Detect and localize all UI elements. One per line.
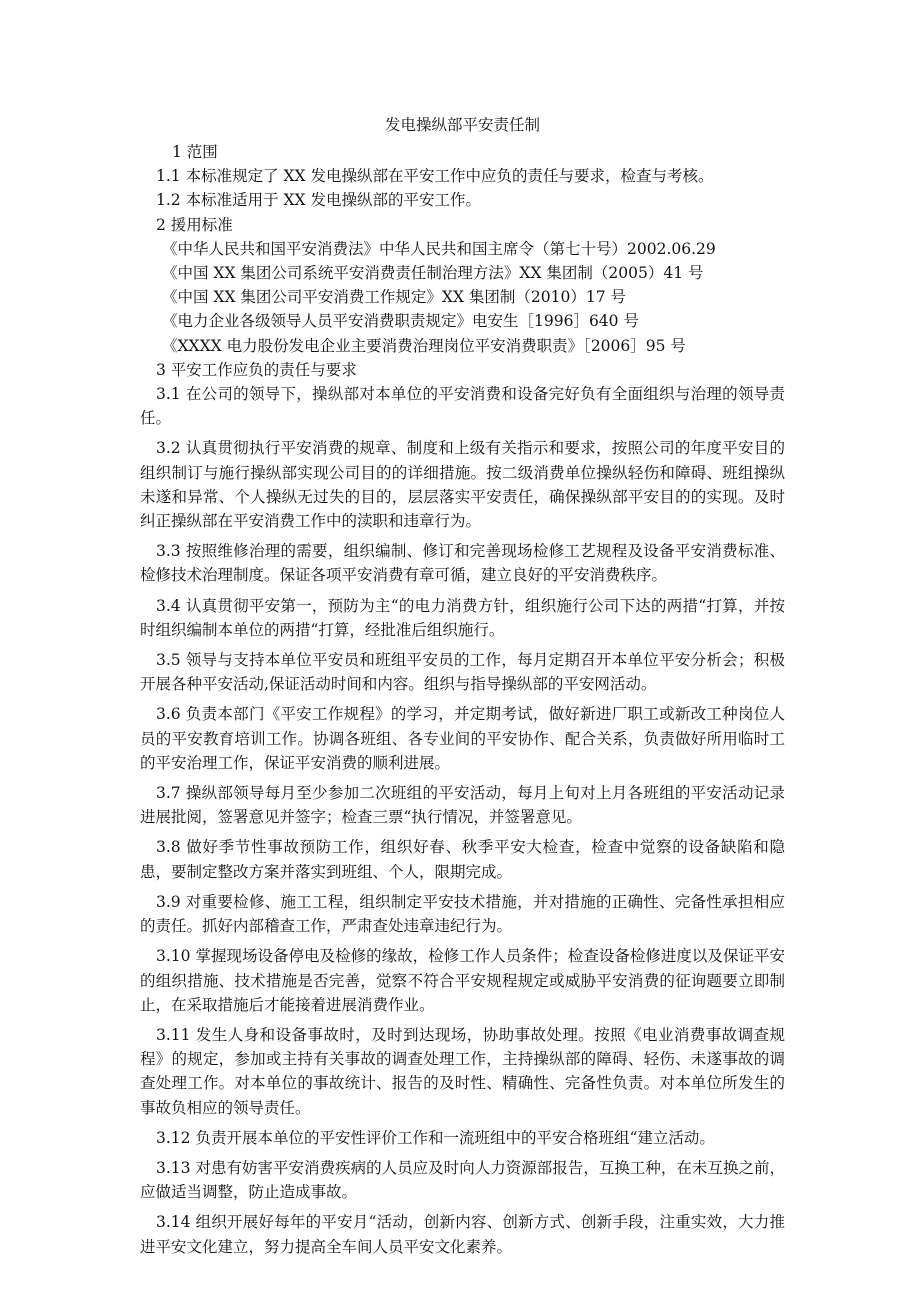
clause-3-12: 3.12 负责开展本单位的平安性评价工作和一流班组中的平安合格班组“建立活动。 bbox=[156, 1128, 715, 1147]
clause-3-3: 3.3 按照维修治理的需要，组织编制、修订和完善现场检修工艺规程及设备平安消费标准、检修技术治理制度。保证各项平安消费有章可循，建立良好的平安消费秩序。 bbox=[140, 542, 785, 585]
clause-3-11: 3.11 发生人身和设备事故时，及时到达现场，协助事故处理。按照《电业消费事故调查规程》的规定，参加或主持有关事故的调查处理工作，主持操纵部的障碍、轻伤、未遂事故的调查处理工作。对本单位的事故统计、报告的及时性、精确性、完备性负责。对本单位所发生的事故负相应的领导责任。 bbox=[140, 1025, 785, 1117]
reference-item: 《XXXX 电力股份发电企业主要消费治理岗位平安消费职责》［2006］95 号 bbox=[162, 336, 686, 355]
clause-3-2: 3.2 认真贯彻执行平安消费的规章、制度和上级有关指示和要求，按照公司的年度平安目的组织制订与施行操纵部实现公司目的的详细措施。按二级消费单位操纵轻伤和障碍、班组操纵未遂和异常、个人操纵无过失的目的，层层落实平安责任，确保操纵部平安目的的实现。及时纠正操纵部在平安消费工作中的渎职和违章行为。 bbox=[140, 439, 785, 531]
reference-item: 《中华人民共和国平安消费法》中华人民共和国主席令（第七十号）2002.06.29 bbox=[162, 239, 716, 258]
reference-item: 《中国 XX 集团公司系统平安消费责任制治理方法》XX 集团制（2005）41 号 bbox=[162, 264, 704, 283]
document-title: 发电操纵部平安责任制 bbox=[384, 116, 540, 134]
clause-3-10: 3.10 掌握现场设备停电及检修的缘故，检修工作人员条件；检查设备检修进度以及保证平安的组织措施、技术措施是否完善，觉察不符合平安规程规定或威胁平安消费的征询题要立即制止，在采取措施后才能接着进展消费作业。 bbox=[140, 947, 785, 1014]
clause-3-9: 3.9 对重要检修、施工工程，组织制定平安技术措施，并对措施的正确性、完备性承担相应的责任。抓好内部稽查工作，严肃查处违章违纪行为。 bbox=[140, 892, 785, 936]
clause-3-13: 3.13 对患有妨害平安消费疾病的人员应及时向人力资源部报告，互换工种，在未互换之前，应做适当调整，防止造成事故。 bbox=[140, 1158, 785, 1202]
clause-3-8: 3.8 做好季节性事故预防工作，组织好春、秋季平安大检查，检查中觉察的设备缺陷和隐患，要制定整改方案并落实到班组、个人，限期完成。 bbox=[140, 838, 785, 881]
clause-1-1: 1.1 本标准规定了 XX 发电操纵部在平安工作中应负的责任与要求，检查与考核。 bbox=[156, 167, 714, 186]
clause-3-5: 3.5 领导与支持本单位平安员和班组平安员的工作，每月定期召开本单位平安分析会；积极开展各种平安活动,保证活动时间和内容。组织与指导操纵部的平安网活动。 bbox=[140, 651, 785, 694]
reference-item: 《电力企业各级领导人员平安消费职责规定》电安生［1996］640 号 bbox=[162, 312, 639, 331]
clause-1-2: 1.2 本标准适用于 XX 发电操纵部的平安工作。 bbox=[156, 191, 482, 210]
clause-3-6: 3.6 负责本部门《平安工作规程》的学习，并定期考试，做好新进厂职工或新改工种岗位人员的平安教育培训工作。协调各班组、各专业间的平安协作、配合关系，负责做好所用临时工的平安治理工作，保证平安消费的顺利进展。 bbox=[140, 705, 785, 772]
clause-3-14: 3.14 组织开展好每年的平安月“活动，创新内容、创新方式、创新手段，注重实效，大力推进平安文化建立，努力提高全车间人员平安文化素养。 bbox=[140, 1213, 785, 1256]
section-heading-responsibilities: 3 平安工作应负的责任与要求 bbox=[156, 360, 357, 379]
document-page bbox=[140, 112, 785, 1259]
section-heading-references: 2 援用标准 bbox=[156, 215, 233, 234]
clause-3-4: 3.4 认真贯彻平安第一，预防为主“的电力消费方针，组织施行公司下达的两措“打算，并按时组织编制本单位的两措“打算，经批准后组织施行。 bbox=[140, 596, 785, 639]
clause-3-1: 3.1 在公司的领导下，操纵部对本单位的平安消费和设备完好负有全面组织与治理的领导责任。 bbox=[140, 385, 785, 428]
clause-3-7: 3.7 操纵部领导每月至少参加二次班组的平安活动，每月上旬对上月各班组的平安活动记录进展批阅，签署意见并签字；检查三票“执行情况，并签署意见。 bbox=[140, 784, 785, 827]
section-heading-scope: 1 范围 bbox=[172, 143, 218, 161]
reference-item: 《中国 XX 集团公司平安消费工作规定》XX 集团制（2010）17 号 bbox=[162, 288, 627, 307]
